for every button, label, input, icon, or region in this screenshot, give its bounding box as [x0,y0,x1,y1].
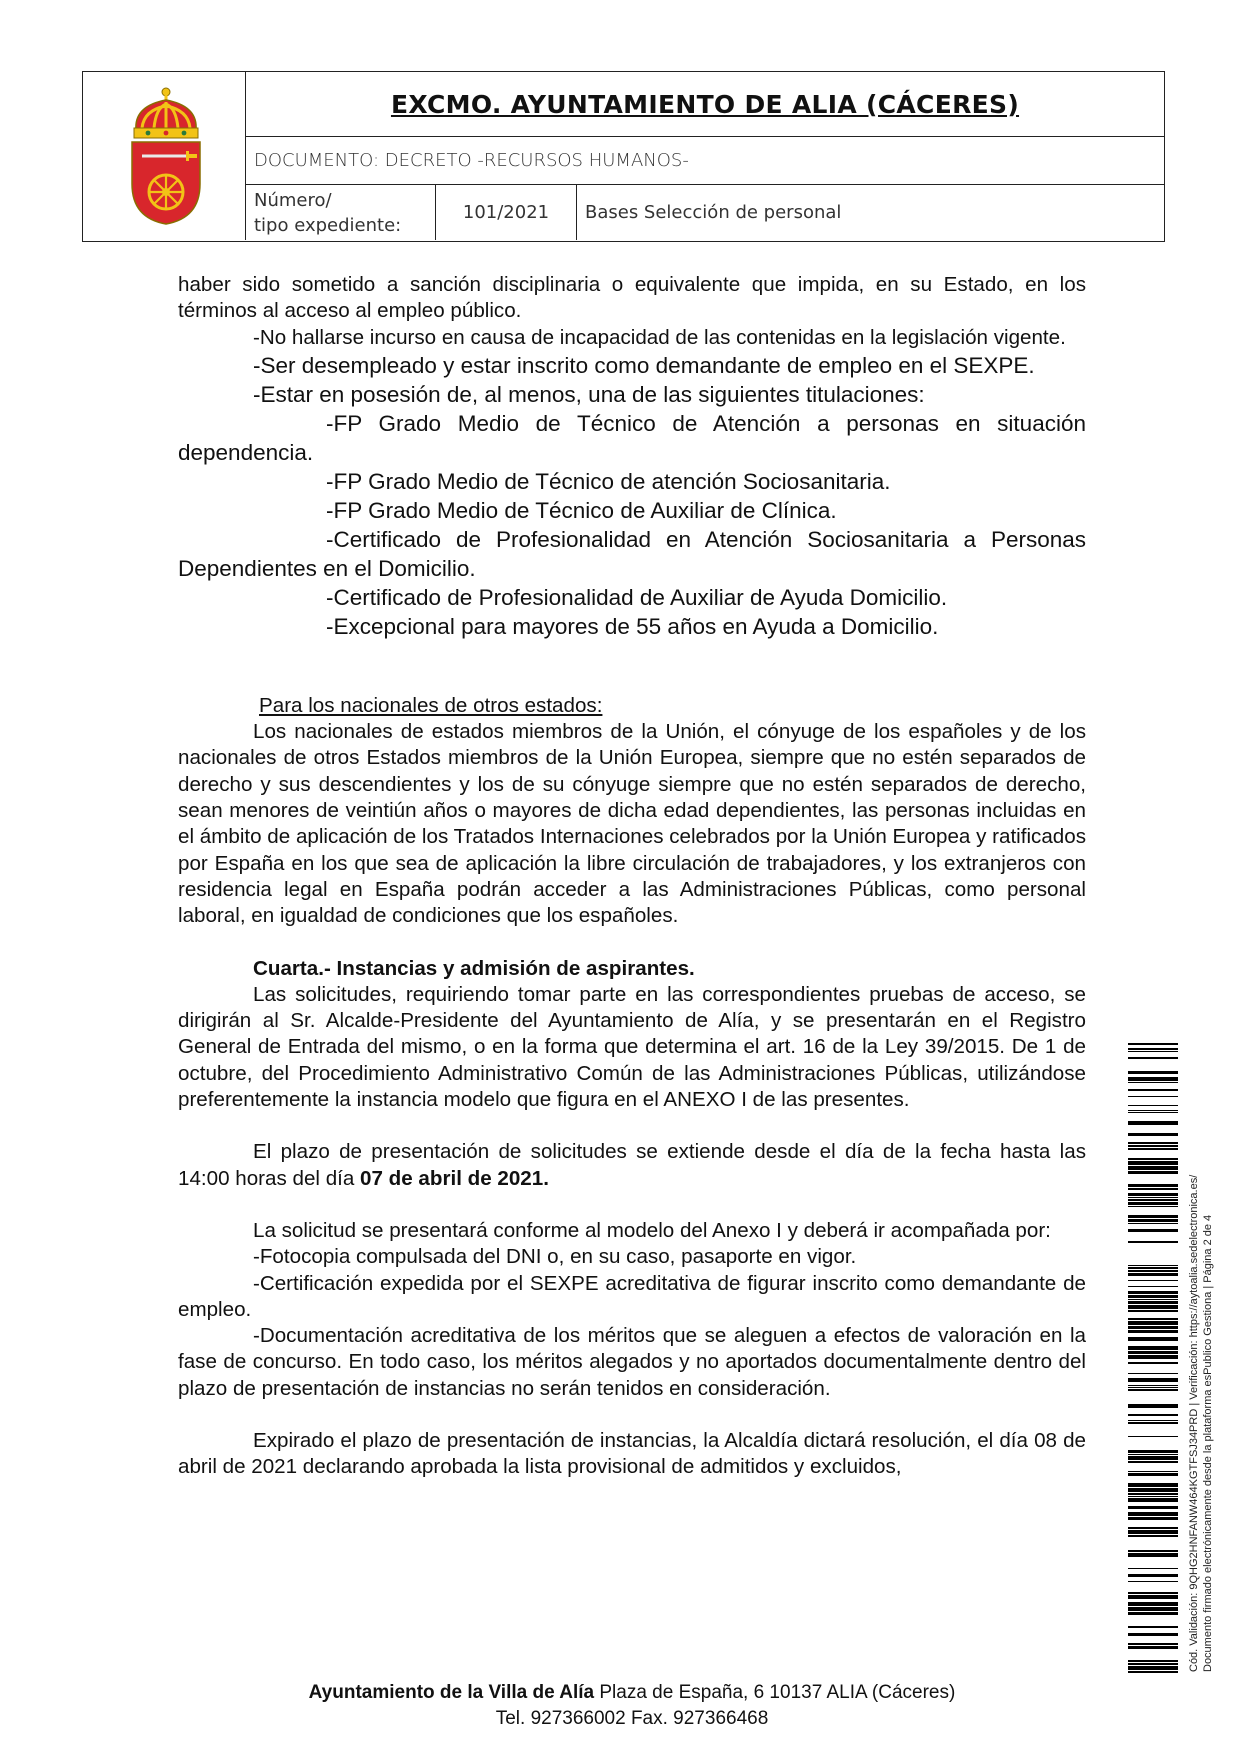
barcode-stripe [1128,1607,1178,1611]
barcode-stripe [1128,1488,1178,1492]
barcode-stripe [1128,1337,1178,1341]
barcode-stripe [1128,1612,1178,1615]
barcode-stripe [1128,1318,1178,1320]
barcode-stripe [1128,1387,1178,1388]
barcode-stripe [1128,1171,1178,1174]
barcode-stripe [1128,1454,1178,1455]
expediente-row [246,185,1164,240]
verification-line: Documento firmado electrónicamente desde la plataforma esPublico Gestiona | Página 2 de 4 [1202,1214,1214,1672]
barcode-stripe [1128,1112,1178,1113]
barcode-stripe [1128,1291,1178,1294]
barcode-stripe [1128,1184,1178,1187]
paragraph: haber sido sometido a sanción disciplinaria o equivalente que impida, en su Estado, en los términos al acceso al empleo público. [178,273,1086,323]
barcode-stripe [1128,1535,1178,1537]
barcode-stripe [1128,1436,1178,1437]
barcode-stripe [1128,1286,1178,1287]
barcode-stripe [1128,1145,1178,1147]
barcode-stripe [1128,1595,1178,1599]
barcode-stripe [1128,1273,1178,1276]
footer-address: Plaza de España, 6 10137 ALIA (Cáceres) [594,1682,956,1703]
barcode-stripe [1128,1219,1178,1222]
barcode-stripe [1128,1473,1178,1476]
document-type: DOCUMENTO: DECRETO -RECURSOS HUMANOS- [254,150,689,171]
barcode-stripe [1128,1270,1178,1272]
barcode-stripe [1128,1148,1178,1150]
barcode-stripe [1128,1310,1178,1312]
barcode-stripe [1128,1422,1178,1424]
document-header [82,71,1165,242]
barcode-stripe [1128,1071,1178,1074]
barcode-stripe [1128,1193,1178,1196]
barcode-stripe [1128,1626,1178,1628]
verification-text [1187,1032,1215,1672]
document-type-row [246,137,1164,185]
list-item: -Certificado de Profesionalidad en Atención Sociosanitaria a Personas Dependientes en el Domicilio. [178,526,1086,581]
barcode-stripe [1128,1321,1178,1325]
barcode-stripe [1128,1265,1178,1266]
barcode-stripe [1128,1057,1178,1059]
barcode-stripe [1128,1330,1178,1333]
barcode-stripe [1128,1188,1178,1190]
list-item: -Certificación expedida por el SEXPE acreditativa de figurar inscrito como demandante de empleo. [178,1271,1086,1321]
barcode-stripe [1128,1051,1178,1052]
barcode-stripe [1128,1077,1178,1081]
barcode-stripe [1128,1663,1178,1665]
barcode-stripe [1128,1089,1178,1091]
barcode-stripe [1128,1456,1178,1460]
barcode-stripe [1128,1161,1178,1165]
barcode-stripe [1128,1633,1178,1636]
barcode-stripe [1128,1530,1178,1534]
list-item: -Fotocopia compulsada del DNI o, en su caso, pasaporte en vigor. [253,1245,857,1269]
paragraph: La solicitud se presentará conforme al modelo del Anexo I y deberá ir acompañada por: [253,1218,1051,1242]
barcode-stripe [1128,1385,1178,1386]
barcode-stripe [1128,1498,1178,1502]
barcode-stripe [1128,1362,1178,1364]
barcode-stripe [1128,1493,1178,1495]
barcode-stripe [1128,1568,1178,1569]
barcode-stripe [1128,1280,1178,1281]
barcode-stripe [1128,1404,1178,1408]
barcode-stripe [1128,1206,1178,1207]
barcode-stripe [1128,1671,1178,1673]
barcode-stripe [1128,1241,1178,1243]
barcode-stripe [1128,1666,1178,1670]
paragraph: -Estar en posesión de, al menos, una de las siguientes titulaciones: [253,381,925,407]
header-title-row [246,72,1164,137]
document-footer [178,1680,1086,1732]
barcode-stripe [1128,1110,1178,1111]
barcode-stripe [1128,1299,1178,1300]
barcode-stripe [1128,1471,1178,1472]
paragraph-plazo: El plazo de presentación de solicitudes se extiende desde el día de la fecha hasta las 14:00 horas del día 07 de abril de 2021. [178,1140,1086,1190]
barcode-stripe [1128,1550,1178,1552]
paragraph: -No hallarse incurso en causa de incapacidad de las contenidas en la legislación vigente. [253,325,1066,349]
crest-cell [83,72,246,240]
barcode-stripe [1128,1643,1178,1645]
list-item: -FP Grado Medio de Técnico de atención Sociosanitaria. [326,468,891,494]
paragraph: Expirado el plazo de presentación de instancias, la Alcaldía dictará resolución, el día 08 de abril de 2021 declarando aprobada la lista provisional de admitidos y excluidos, [178,1429,1086,1479]
barcode-stripe [1128,1326,1178,1329]
list-item: -FP Grado Medio de Técnico de Atención a personas en situación dependencia. [178,410,1086,465]
coat-of-arms-icon [128,84,204,226]
barcode-stripe [1128,1048,1178,1050]
footer-org-name: Ayuntamiento de la Villa de Alía [308,1682,595,1703]
barcode-stripe [1128,1215,1178,1218]
barcode-stripe [1128,1295,1178,1298]
barcode-stripe [1128,1202,1178,1205]
numero-label: Número/ tipo expediente: [246,185,436,240]
barcode-stripe [1128,1267,1178,1269]
barcode-stripe [1128,1602,1178,1606]
section-subheading: Para los nacionales de otros estados: [259,693,603,717]
barcode-stripe [1128,1166,1178,1170]
barcode-stripe [1128,1646,1178,1649]
barcode-stripe [1128,1389,1178,1391]
barcode-stripe [1128,1142,1178,1144]
document-body [178,272,1086,1481]
barcode-stripe [1128,1512,1178,1516]
deadline-date: 07 de abril de 2021. [360,1166,549,1190]
barcode-stripe [1128,1043,1178,1045]
barcode-stripe [1128,1553,1178,1557]
organization-title: EXCMO. AYUNTAMIENTO DE ALIA (CÁCERES) [390,89,1020,119]
numero-value: 101/2021 [436,185,577,240]
barcode-stripe [1128,1506,1178,1509]
paragraph: -Ser desempleado y estar inscrito como demandante de empleo en el SEXPE. [253,352,1035,378]
list-item: -Certificado de Profesionalidad de Auxiliar de Ayuda Domicilio. [326,584,948,610]
barcode-stripe [1128,1450,1178,1453]
list-item: -Documentación acreditativa de los méritos que se aleguen a efectos de valoración en la fase de concurso. En todo caso, los méritos alegados y no aportados documentalmente dentro del plazo de presentación de instancias no serán tenidos en consideración. [178,1324,1086,1400]
barcode-stripe [1128,1574,1178,1577]
barcode-stripe [1128,1414,1178,1416]
barcode-stripe [1128,1592,1178,1594]
barcode-stripe [1128,1229,1178,1232]
barcode-stripe [1128,1351,1178,1354]
barcode-stripe [1128,1197,1178,1198]
barcode-stripe [1128,1496,1178,1497]
list-item: -FP Grado Medio de Técnico de Auxiliar de Clínica. [326,497,837,523]
barcode-stripe [1128,1158,1178,1160]
barcode-stripe [1128,1301,1178,1304]
barcode-stripe [1128,1223,1178,1224]
paragraph: Los nacionales de estados miembros de la Unión, el cónyuge de los españoles y de los nacionales de otros Estados miembros de la Unión Europea, siempre que no estén separados de derecho y sus descendientes y los de su cónyuge siempre que no estén separados de derecho, sean menores de veintiún años o mayores de dicha edad dependientes, las personas incluidas en el ámbito de aplicación de los Tratados Internaciones celebrados por la Unión Europea y ratificados por España en los que sea de aplicación la libre circulación de trabajadores, y los extranjeros con residencia legal en España podrán acceder a las Administraciones Públicas, como personal laboral, en igualdad de condiciones que los españoles. [178,720,1086,928]
barcode-stripe [1128,1105,1178,1106]
barcode-stripe [1128,1527,1178,1529]
barcode-stripe [1128,1355,1178,1359]
barcode-stripe [1128,1199,1178,1201]
barcode-stripe [1128,1378,1178,1382]
barcode-stripe [1128,1082,1178,1083]
expediente-subject: Bases Selección de personal [585,202,842,223]
barcode-stripe [1128,1517,1178,1520]
barcode-stripe [1128,1483,1178,1487]
barcode-stripe [1128,1461,1178,1463]
verification-line: Cód. Validación: 9QHG2HNFANW464KGTFSJ34PRD | Verificación: https://aytoalia.sedelectronica.es/ [1188,1174,1200,1672]
barcode-icon [1128,1043,1178,1678]
barcode-stripe [1128,1373,1178,1374]
section-heading: Cuarta.- Instancias y admisión de aspirantes. [253,956,695,980]
barcode-stripe [1128,1305,1178,1309]
barcode-stripe [1128,1346,1178,1350]
barcode-stripe [1128,1660,1178,1662]
barcode-stripe [1128,1581,1178,1582]
barcode-stripe [1128,1121,1178,1125]
barcode-stripe [1128,1133,1178,1136]
barcode-stripe [1128,1420,1178,1421]
paragraph: Las solicitudes, requiriendo tomar parte en las correspondientes pruebas de acceso, se dirigirán al Sr. Alcalde-Presidente del Ayuntamiento de Alía, y se presentarán en el Registro General de Entrada del mismo, o en la forma que determina el art. 16 de la Ley 39/2015. De 1 de octubre, del Procedimiento Administrativo Común de las Administraciones Públicas, utilizándose preferentemente la instancia modelo que figura en el ANEXO I de las presentes. [178,982,1086,1112]
list-item: -Excepcional para mayores de 55 años en Ayuda a Domicilio. [326,613,939,639]
footer-phone-fax: Tel. 927366002 Fax. 927366468 [495,1708,769,1729]
barcode-stripe [1128,1096,1178,1097]
